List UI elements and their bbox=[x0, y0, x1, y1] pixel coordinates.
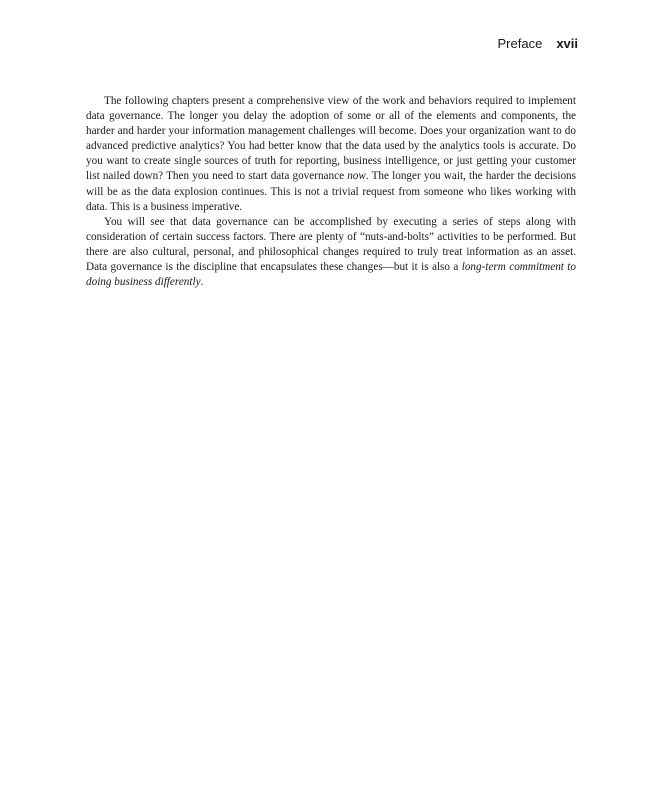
paragraph-text: . The longer you wait, the harder the decisions will be as the data explosion continues. This is not a trivial request from someone who likes working with data. This is a business imperative. bbox=[86, 170, 576, 213]
paragraph-text: You will see that data governance can be accomplished by executing a series of steps along with consideration of certain success factors. There are plenty of “nuts-and-bolts” activities to be performed. But there are also cultural, personal, and philosophical changes required to truly treat information as an asset. Data governance is the discipline that encapsulates these changes—but it is also a bbox=[86, 215, 576, 274]
paragraph-text: The following chapters present a comprehensive view of the work and behaviors required to implement data governance. The longer you delay the adoption of some or all of the elements and components, the harder and harder your information management challenges will become. Does your organization want to do advanced predictive analytics? You had better know that the data used by the analytics tools is accurate. Do you want to create single sources of truth for reporting, business intelligence, or just getting your customer list nailed down? Then you need to start data governance bbox=[86, 95, 576, 183]
body-text bbox=[86, 94, 576, 290]
paragraph bbox=[86, 215, 576, 290]
emphasis-text: long-term commitment to doing business differently bbox=[86, 261, 576, 289]
page-number: xvii bbox=[556, 36, 578, 51]
paragraph bbox=[86, 94, 576, 215]
paragraph-text: . bbox=[200, 276, 204, 289]
section-title: Preface bbox=[497, 36, 543, 51]
emphasis-text: now bbox=[347, 170, 366, 183]
running-head bbox=[498, 36, 579, 51]
